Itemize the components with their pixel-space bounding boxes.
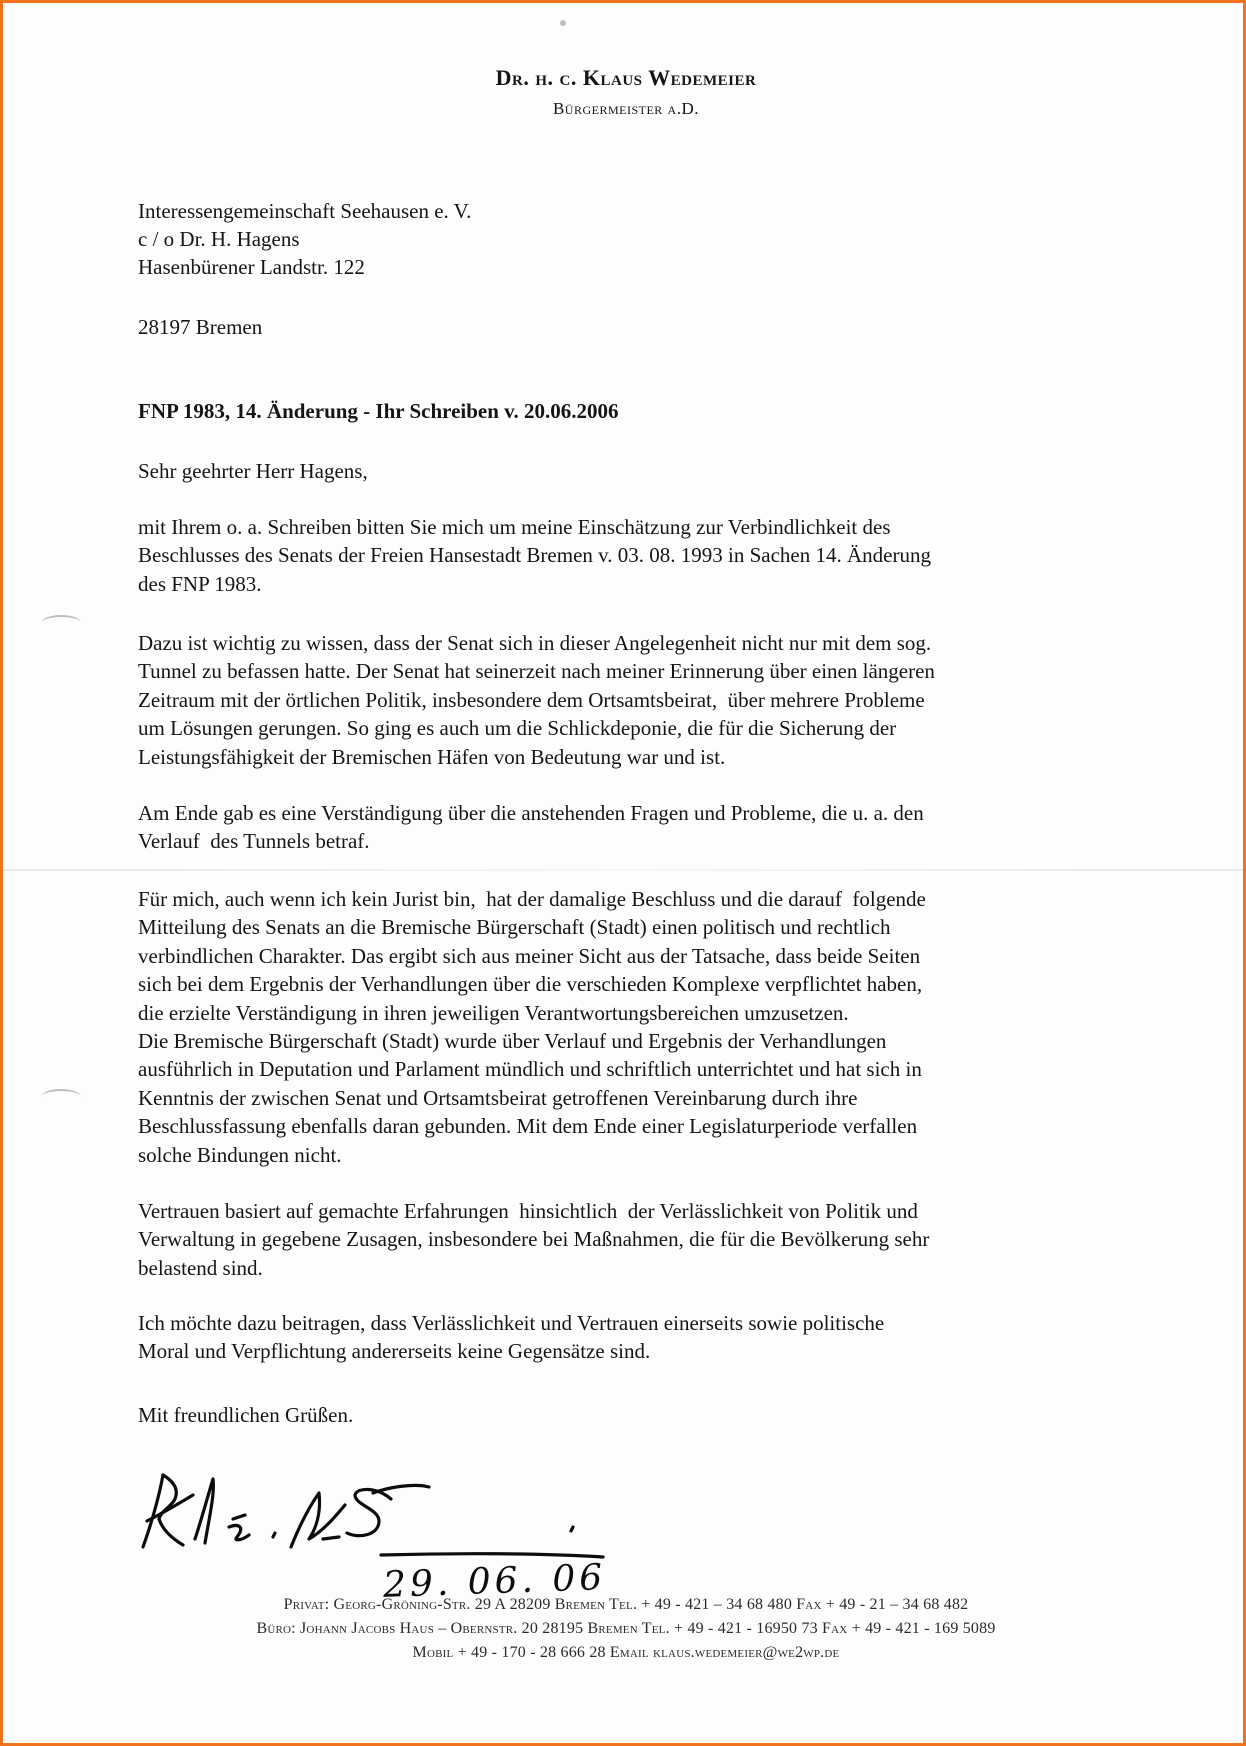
recipient-city: 28197 Bremen xyxy=(138,315,263,339)
footer-office-address: Büro: Johann Jacobs Haus – Obernstr. 20 28195 Bremen Tel. + 49 - 421 - 16950 73 Fax + 49 - 421 - 169 5089 xyxy=(256,1620,996,1637)
footer-private-address: Privat: Georg-Gröning-Str. 29 A 28209 Bremen Tel. + 49 - 421 – 34 68 480 Fax + 49 - 21 – 34 68 482 xyxy=(283,1596,969,1613)
letterhead-title: Bürgermeister a.D. xyxy=(552,99,700,118)
body-paragraph: Vertrauen basiert auf gemachte Erfahrungen hinsichtlich der Verlässlichkeit von Politik und Verwaltung in gegebene Zusagen, insbesondere bei Maßnahmen, die für die Bevölkerung sehr belastend sind. xyxy=(138,1199,930,1280)
closing: Mit freundlichen Grüßen. xyxy=(138,1403,354,1427)
signature-date: 29. 06. 06 xyxy=(382,1557,607,1606)
body-paragraph: Ich möchte dazu beitragen, dass Verlässlichkeit und Vertrauen einerseits sowie politische Moral und Verpflichtung andererseits keine Gegensätze sind. xyxy=(138,1311,885,1364)
letterhead-name: Dr. h. c. Klaus Wedemeier xyxy=(495,65,757,90)
recipient-street: Hasenbürener Landstr. 122 xyxy=(138,255,365,279)
body-paragraph: Für mich, auch wenn ich kein Jurist bin, hat der damalige Beschluss und die darauf folgende Mitteilung des Senats an die Bremische Bürgerschaft (Stadt) einen politisch und rechtlich verbindlichen Charakter. Das ergibt sich aus meiner Sicht aus der Tatsache, dass beide Seiten sich bei dem Ergebnis der Verhandlungen über die verschieden Komplexe verpflichtet haben, die erzielte Verständigung in ihren jeweiligen Verantwortungsbereichen umzusetzen. Die Bremische Bürgerschaft (Stadt) wurde über Verlauf und Ergebnis der Verhandlungen ausführlich in Deputation und Parlament mündlich und schriftlich unterrichtet und hat sich in Kenntnis der zwischen Senat und Ortsamtsbeirat getroffenen Vereinbarung durch ihre Beschlussfassung ebenfalls daran gebunden. Mit dem Ende einer Legislaturperiode verfallen solche Bindungen nicht. xyxy=(138,887,926,1167)
subject-line: FNP 1983, 14. Änderung - Ihr Schreiben v. 20.06.2006 xyxy=(138,399,619,423)
footer-mobile-email: Mobil + 49 - 170 - 28 666 28 Email klaus.wedemeier@we2wp.de xyxy=(412,1644,840,1661)
salutation: Sehr geehrter Herr Hagens, xyxy=(138,459,368,483)
recipient-organization: Interessengemeinschaft Seehausen e. V. xyxy=(138,199,472,223)
punch-mark xyxy=(41,1089,81,1105)
punch-mark xyxy=(41,615,81,631)
scan-speck xyxy=(560,20,566,26)
body-paragraph: Am Ende gab es eine Verständigung über die anstehenden Fragen und Probleme, die u. a. den Verlauf des Tunnels betraf. xyxy=(138,801,924,854)
body-paragraph: mit Ihrem o. a. Schreiben bitten Sie mich um meine Einschätzung zur Verbindlichkeit des Beschlusses des Senats der Freien Hansestadt Bremen v. 03. 08. 1993 in Sachen 14. Änderung des FNP 1983. xyxy=(138,515,931,596)
body-paragraph: Dazu ist wichtig zu wissen, dass der Senat sich in dieser Angelegenheit nicht nur mit dem sog. Tunnel zu befassen hatte. Der Senat hat seinerzeit nach meiner Erinnerung über einen längeren Zeitraum mit der örtlichen Politik, insbesondere dem Ortsamtsbeirat, über mehrere Probleme um Lösungen gerungen. So ging es auch um die Schlickdeponie, die für die Sicherung der Leistungsfähigkeit der Bremischen Häfen von Bedeutung war und ist. xyxy=(138,631,935,769)
recipient-contact: c / o Dr. H. Hagens xyxy=(138,227,300,251)
fold-line xyxy=(3,869,1246,871)
